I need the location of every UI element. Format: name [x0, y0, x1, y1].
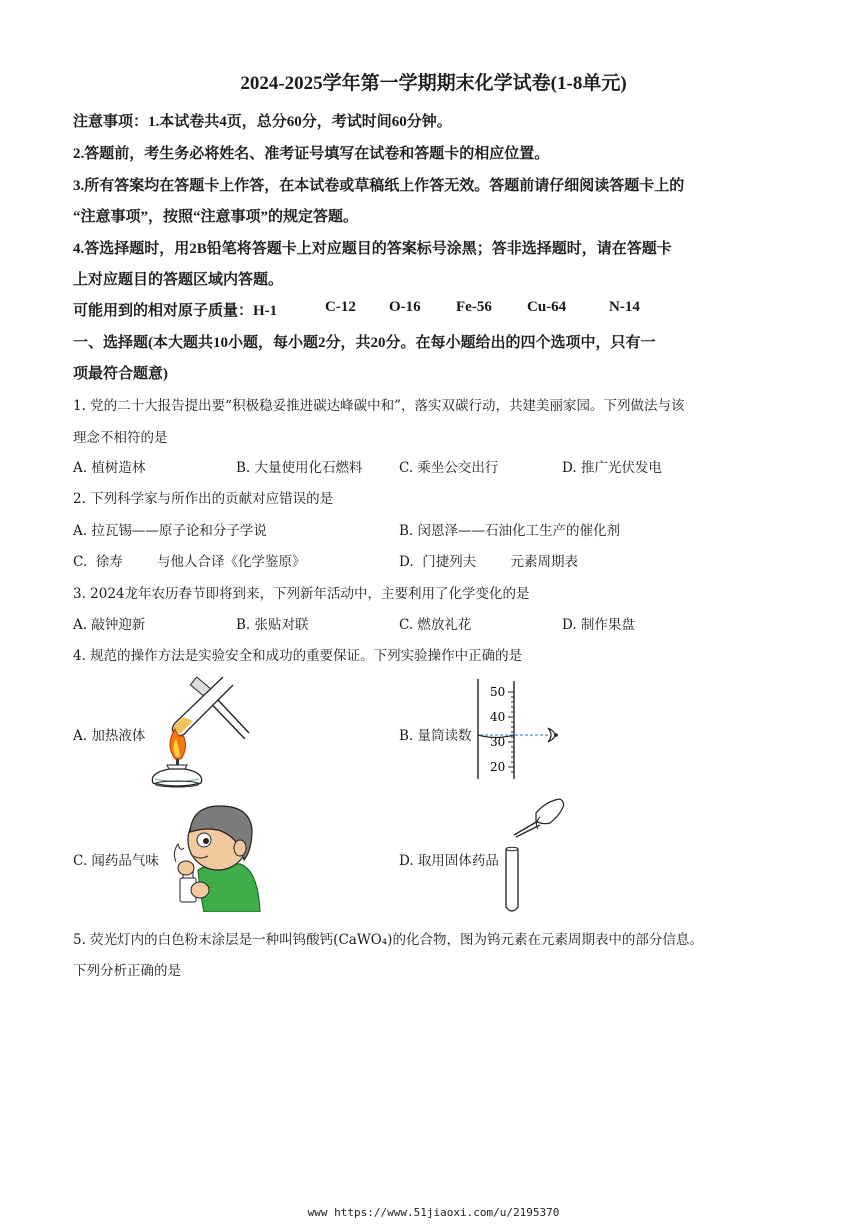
q1-stem-line1: 1. 党的二十大报告提出要“积极稳妥推进碳达峰碳中和”，落实双碳行动，共建美丽家园。下列做法与该	[73, 398, 685, 414]
atomic-mass-item: C-12	[325, 299, 356, 315]
note-3-line2: “注意事项”，按照“注意事项”的规定答题。	[73, 209, 359, 225]
atomic-mass-row	[73, 299, 773, 319]
note-2: 2.答题前，考生务必将姓名、准考证号填写在试卷和答题卡的相应位置。	[73, 146, 550, 162]
q2-stem: 2. 下列科学家与所作出的贡献对应错误的是	[73, 491, 334, 507]
cylinder-tick-label: 40	[490, 710, 506, 724]
q1-option-a: A. 植树造林	[73, 460, 146, 476]
cylinder-tick-label: 20	[490, 760, 506, 774]
q3-option-b: B. 张贴对联	[236, 617, 309, 633]
smelling-chemical-figure	[170, 800, 270, 912]
q2-option-d: D. 门捷列夫 元素周期表	[399, 554, 579, 570]
atomic-mass-item: N-14	[609, 299, 640, 315]
heating-liquid-figure	[145, 673, 250, 788]
note-4-line1: 4.答选择题时，用2B铅笔将答题卡上对应题目的答案标号涂黑；答非选择题时，请在答题卡	[73, 241, 672, 257]
q5-stem-line2: 下列分析正确的是	[73, 963, 181, 979]
note-1: 注意事项：1.本试卷共4页，总分60分，考试时间60分钟。	[73, 114, 452, 130]
section-heading-line1: 一、选择题(本大题共10小题，每小题2分，共20分。在每小题给出的四个选项中，只有一	[73, 335, 656, 351]
q2-option-a: A. 拉瓦锡——原子论和分子学说	[73, 523, 267, 539]
q3-option-d: D. 制作果盘	[562, 617, 635, 633]
q1-option-c: C. 乘坐公交出行	[399, 460, 499, 476]
q1-option-b: B. 大量使用化石燃料	[236, 460, 363, 476]
q4-option-d: D. 取用固体药品	[399, 853, 499, 869]
q1-stem-line2: 理念不相符的是	[73, 430, 168, 446]
footer-url[interactable]: www https://www.51jiaoxi.com/u/2195370	[307, 1206, 560, 1219]
atomic-mass-item: Cu-64	[527, 299, 567, 315]
atomic-mass-label: 可能用到的相对原子质量：H-1	[73, 303, 278, 319]
q3-stem: 3. 2024龙年农历春节即将到来，下列新年活动中，主要利用了化学变化的是	[73, 586, 530, 602]
exam-title: 2024-2025学年第一学期期末化学试卷(1-8单元)	[240, 73, 627, 94]
q2-option-b: B. 闵恩泽——石油化工生产的催化剂	[399, 523, 621, 539]
q3-option-a: A. 敲钟迎新	[73, 617, 146, 633]
q4-stem: 4. 规范的操作方法是实验安全和成功的重要保证。下列实验操作中正确的是	[73, 648, 523, 664]
graduated-cylinder-figure	[470, 677, 570, 782]
q3-option-c: C. 燃放礼花	[399, 617, 472, 633]
solid-reagent-figure	[500, 795, 570, 917]
note-4-line2: 上对应题目的答题区域内答题。	[73, 272, 284, 288]
cylinder-tick-label: 30	[490, 735, 506, 749]
section-heading-line2: 项最符合题意)	[73, 366, 168, 382]
cylinder-tick-label: 50	[490, 685, 506, 699]
q5-stem-line1: 5. 荧光灯内的白色粉末涂层是一种叫钨酸钙(CaWO₄)的化合物，图为钨元素在元素周期表中的部分信息。	[73, 932, 703, 948]
q4-option-a: A. 加热液体	[73, 728, 146, 744]
q2-option-c: C. 徐寿 与他人合译《化学鉴原》	[73, 554, 306, 570]
q4-option-b: B. 量筒读数	[399, 728, 472, 744]
note-3-line1: 3.所有答案均在答题卡上作答，在本试卷或草稿纸上作答无效。答题前请仔细阅读答题卡上的	[73, 178, 685, 194]
atomic-mass-item: Fe-56	[456, 299, 492, 315]
atomic-mass-item: O-16	[389, 299, 421, 315]
q4-option-c: C. 闻药品气味	[73, 853, 159, 869]
q1-option-d: D. 推广光伏发电	[562, 460, 662, 476]
